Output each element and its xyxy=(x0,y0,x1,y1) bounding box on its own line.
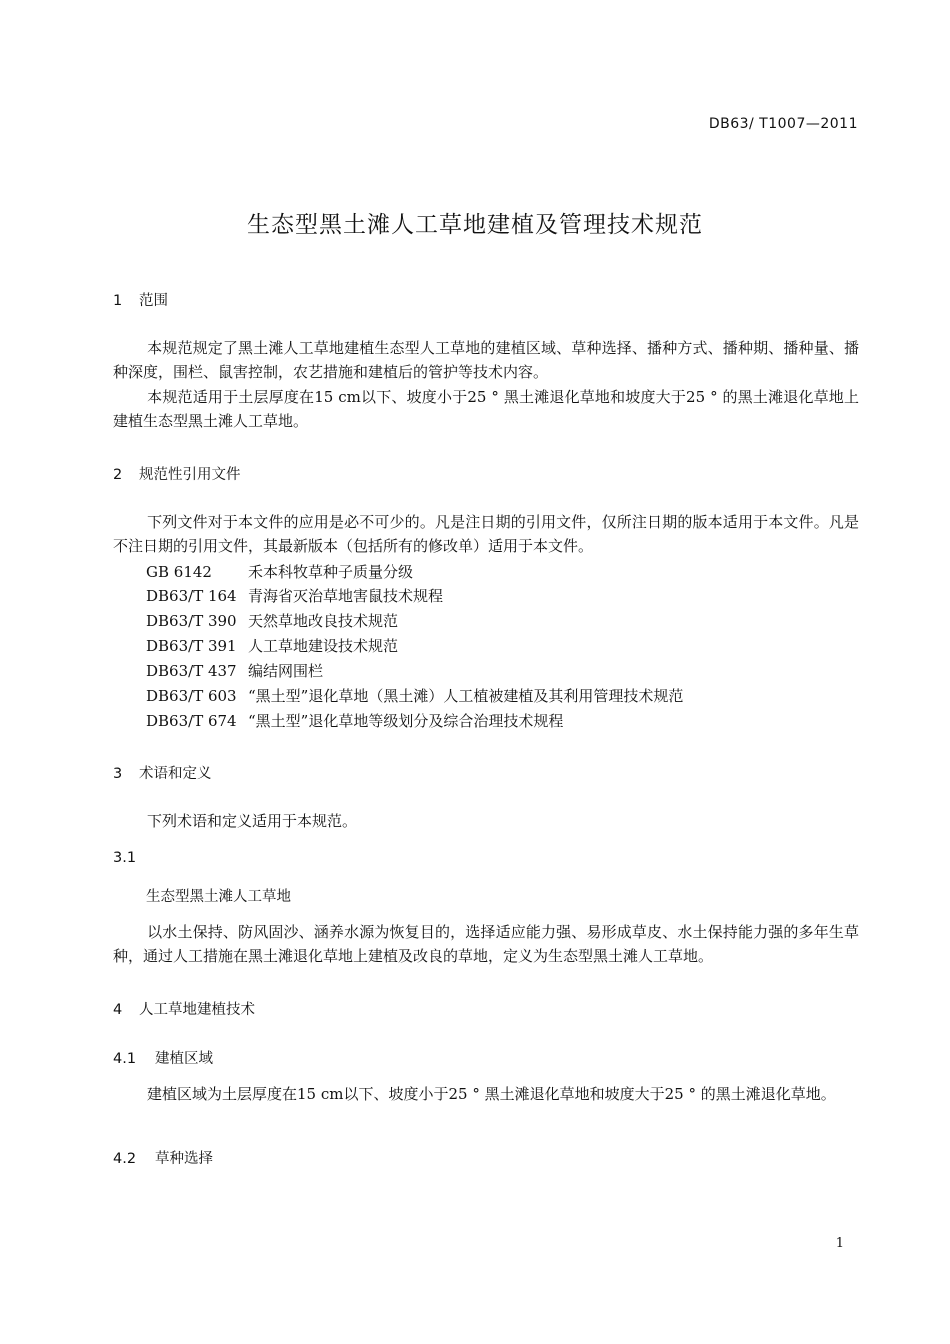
section-title: 范围 xyxy=(139,293,168,309)
section-number: 3 xyxy=(113,766,123,782)
reference-title: 青海省灭治草地害鼠技术规程 xyxy=(248,587,444,605)
section-number: 4.1 xyxy=(113,1051,137,1067)
standard-number: DB63/ T1007—2011 xyxy=(708,116,858,132)
section-3-paragraph-1: 下列术语和定义适用于本规范。 xyxy=(147,812,358,830)
reference-title: 人工草地建设技术规范 xyxy=(248,637,399,655)
section-3-1-number: 3.1 xyxy=(113,850,137,866)
section-number: 4 xyxy=(113,1002,123,1018)
reference-item xyxy=(146,560,413,584)
reference-code: DB63/T 437 xyxy=(146,662,237,680)
reference-item xyxy=(146,659,323,683)
section-title: 术语和定义 xyxy=(139,766,212,782)
reference-title: 编结网围栏 xyxy=(248,662,324,680)
term-name: 生态型黑土滩人工草地 xyxy=(146,889,291,905)
section-number: 1 xyxy=(113,293,123,309)
reference-item xyxy=(146,609,398,633)
section-3-heading xyxy=(113,762,212,783)
section-4-1-paragraph: 建植区域为土层厚度在15 cm以下、坡度小于25 ° 黑土滩退化草地和坡度大于25 ° 的黑土滩退化草地。 xyxy=(147,1085,836,1103)
reference-item xyxy=(146,634,398,658)
reference-item xyxy=(146,584,443,608)
section-title: 草种选择 xyxy=(155,1151,213,1167)
section-4-heading xyxy=(113,998,255,1019)
section-1-heading xyxy=(113,289,168,310)
section-4-1-heading xyxy=(113,1047,213,1068)
section-number: 2 xyxy=(113,467,123,483)
section-1-paragraph-1: 本规范规定了黑土滩人工草地建植生态型人工草地的建植区域、草种选择、播种方式、播种期、播种量、播种深度，围栏、鼠害控制，农艺措施和建植后的管护等技术内容。 xyxy=(113,339,859,381)
reference-code: DB63/T 164 xyxy=(146,587,237,605)
reference-item xyxy=(146,684,683,708)
reference-title: “黑土型”退化草地等级划分及综合治理技术规程 xyxy=(248,712,564,730)
reference-item xyxy=(146,709,563,733)
section-4-2-heading xyxy=(113,1147,213,1168)
section-1-paragraph-2: 本规范适用于土层厚度在15 cm以下、坡度小于25 ° 黑土滩退化草地和坡度大于25 ° 的黑土滩退化草地上建植生态型黑土滩人工草地。 xyxy=(113,388,859,430)
section-title: 人工草地建植技术 xyxy=(139,1002,255,1018)
reference-code: DB63/T 674 xyxy=(146,712,237,730)
reference-code: GB 6142 xyxy=(146,563,212,581)
document-title: 生态型黑土滩人工草地建植及管理技术规范 xyxy=(247,212,703,238)
term-definition: 以水土保持、防风固沙、涵养水源为恢复目的，选择适应能力强、易形成草皮、水土保持能力强的多年生草种，通过人工措施在黑土滩退化草地上建植及改良的草地，定义为生态型黑土滩人工草地。 xyxy=(113,923,859,965)
page-number: 1 xyxy=(835,1236,844,1251)
section-number: 4.2 xyxy=(113,1151,137,1167)
section-title: 规范性引用文件 xyxy=(139,467,241,483)
section-title: 建植区域 xyxy=(155,1051,213,1067)
reference-title: “黑土型”退化草地（黑土滩）人工植被建植及其利用管理技术规范 xyxy=(248,687,684,705)
reference-code: DB63/T 603 xyxy=(146,687,237,705)
reference-title: 禾本科牧草种子质量分级 xyxy=(248,563,414,581)
section-2-heading xyxy=(113,463,241,484)
reference-code: DB63/T 391 xyxy=(146,637,237,655)
reference-title: 天然草地改良技术规范 xyxy=(248,612,399,630)
section-2-paragraph-1: 下列文件对于本文件的应用是必不可少的。凡是注日期的引用文件，仅所注日期的版本适用于本文件。凡是不注日期的引用文件，其最新版本（包括所有的修改单）适用于本文件。 xyxy=(113,513,859,555)
reference-code: DB63/T 390 xyxy=(146,612,237,630)
